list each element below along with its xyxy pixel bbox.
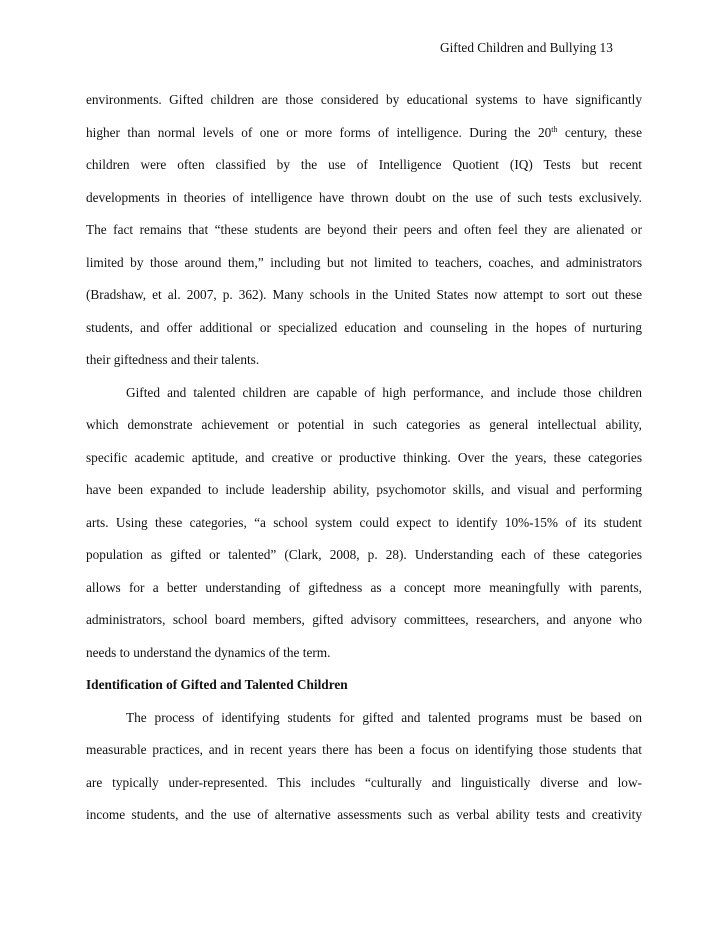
paragraph-1-line-1: environments. Gifted children are those considered by educational systems to have significantly — [86, 92, 642, 107]
section-heading: Identification of Gifted and Talented Children — [86, 677, 348, 692]
paragraph-2-line-4: have been expanded to include leadership ability, psychomotor skills, and visual and performing — [86, 482, 642, 497]
paragraph-2-line-7: allows for a better understanding of giftedness as a concept more meaningfully with parents, — [86, 579, 642, 595]
body-text — [86, 84, 642, 832]
paragraph-1-line-3: children were often classified by the use of Intelligence Quotient (IQ) Tests but recent — [86, 157, 642, 172]
paragraph-3-line-2: measurable practices, and in recent years there has been a focus on identifying those students that — [86, 742, 642, 757]
paragraph-1-line-9: their giftedness and their talents. — [86, 352, 260, 367]
paragraph-1-line-7: (Bradshaw, et al. 2007, p. 362). Many schools in the United States now attempt to sort out these — [86, 287, 642, 302]
paragraph-3-line-3: are typically under-represented. This includes “culturally and linguistically diverse and low- — [86, 774, 642, 790]
running-head: Gifted Children and Bullying 13 — [440, 40, 613, 55]
line-segment: century, these — [557, 124, 642, 140]
superscript: th — [551, 124, 558, 134]
paragraph-3-line-4: income students, and the use of alternative assessments such as verbal ability tests and creativity — [86, 807, 642, 822]
paragraph-2-line-1: Gifted and talented children are capable of high performance, and include those children — [126, 384, 642, 400]
paragraph-2-line-5: arts. Using these categories, “a school system could expect to identify 10%-15% of its student — [86, 514, 642, 530]
paragraph-2-line-6: population as gifted or talented” (Clark, 2008, p. 28). Understanding each of these categories — [86, 547, 642, 562]
paragraph-1-line-8: students, and offer additional or specialized education and counseling in the hopes of nurturing — [86, 319, 642, 335]
paragraph-1-line-2 — [86, 117, 642, 150]
paragraph-3-line-1: The process of identifying students for gifted and talented programs must be based on — [126, 709, 642, 725]
paragraph-2-line-9: needs to understand the dynamics of the term. — [86, 644, 331, 660]
paragraph-2-line-2: which demonstrate achievement or potential in such categories as general intellectual ability, — [86, 417, 642, 432]
paragraph-2-line-3: specific academic aptitude, and creative or productive thinking. Over the years, these categories — [86, 449, 642, 465]
paragraph-1-line-5: The fact remains that “these students are beyond their peers and often feel they are alienated or — [86, 222, 642, 237]
paragraph-1-line-4: developments in theories of intelligence have thrown doubt on the use of such tests exclusively. — [86, 189, 642, 205]
line-segment: higher than normal levels of one or more forms of intelligence. During the 20 — [86, 124, 552, 140]
paragraph-1-line-6: limited by those around them,” including but not limited to teachers, coaches, and administrators — [86, 254, 642, 270]
paragraph-2-line-8: administrators, school board members, gifted advisory committees, researchers, and anyone who — [86, 612, 642, 627]
